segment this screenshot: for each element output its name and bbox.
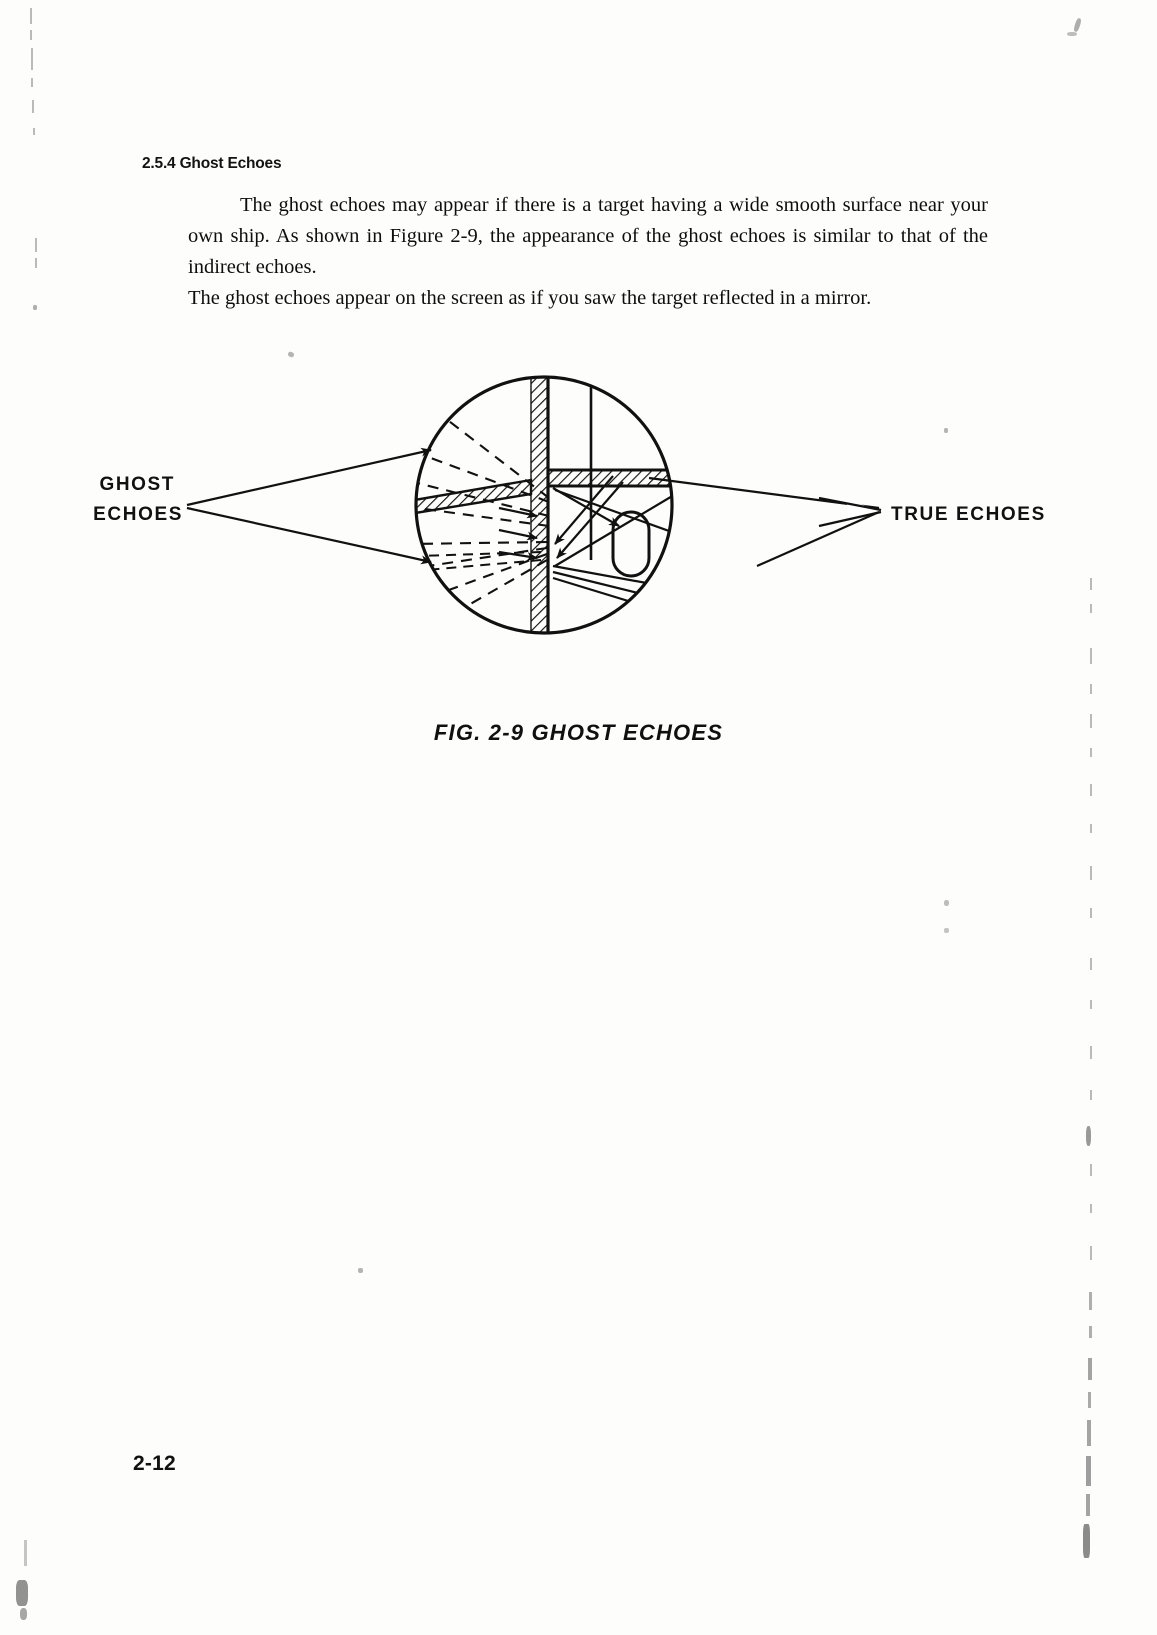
ppi-contents xyxy=(332,362,806,642)
vertical-reflecting-wall xyxy=(531,375,548,642)
figure-caption: FIG. 2-9 GHOST ECHOES xyxy=(433,720,724,745)
radar-ppi-diagram xyxy=(79,330,1079,730)
true-echo-rays xyxy=(553,476,697,622)
label-ghost-echoes-line2: ECHOES xyxy=(92,504,183,525)
paragraph-secondary: The ghost echoes appear on the screen as if you saw the target reflected in a mirror. xyxy=(188,287,872,309)
ghost-target-blip xyxy=(332,542,358,588)
ghost-blip-connectors xyxy=(357,552,541,576)
section-heading: 2.5.4 Ghost Echoes xyxy=(142,155,282,172)
label-true-echoes: TRUE ECHOES xyxy=(890,504,1046,525)
true-echoes-leader xyxy=(649,478,881,566)
horizontal-reflecting-wall xyxy=(548,470,806,486)
ghost-echoes-leader xyxy=(187,450,431,562)
label-ghost-echoes-line1: GHOST xyxy=(98,474,175,495)
page-number: 2-12 xyxy=(133,1452,176,1475)
body-text-block xyxy=(188,190,988,314)
figure-ghost-echoes xyxy=(0,330,1157,770)
paragraph-primary: The ghost echoes may appear if there is a target having a wide smooth surface near your own ship. As shown in Figure 2-9, the appearance of the ghost echoes is similar to that of the indirect echoes. xyxy=(188,194,988,278)
true-target-blip xyxy=(718,546,746,594)
